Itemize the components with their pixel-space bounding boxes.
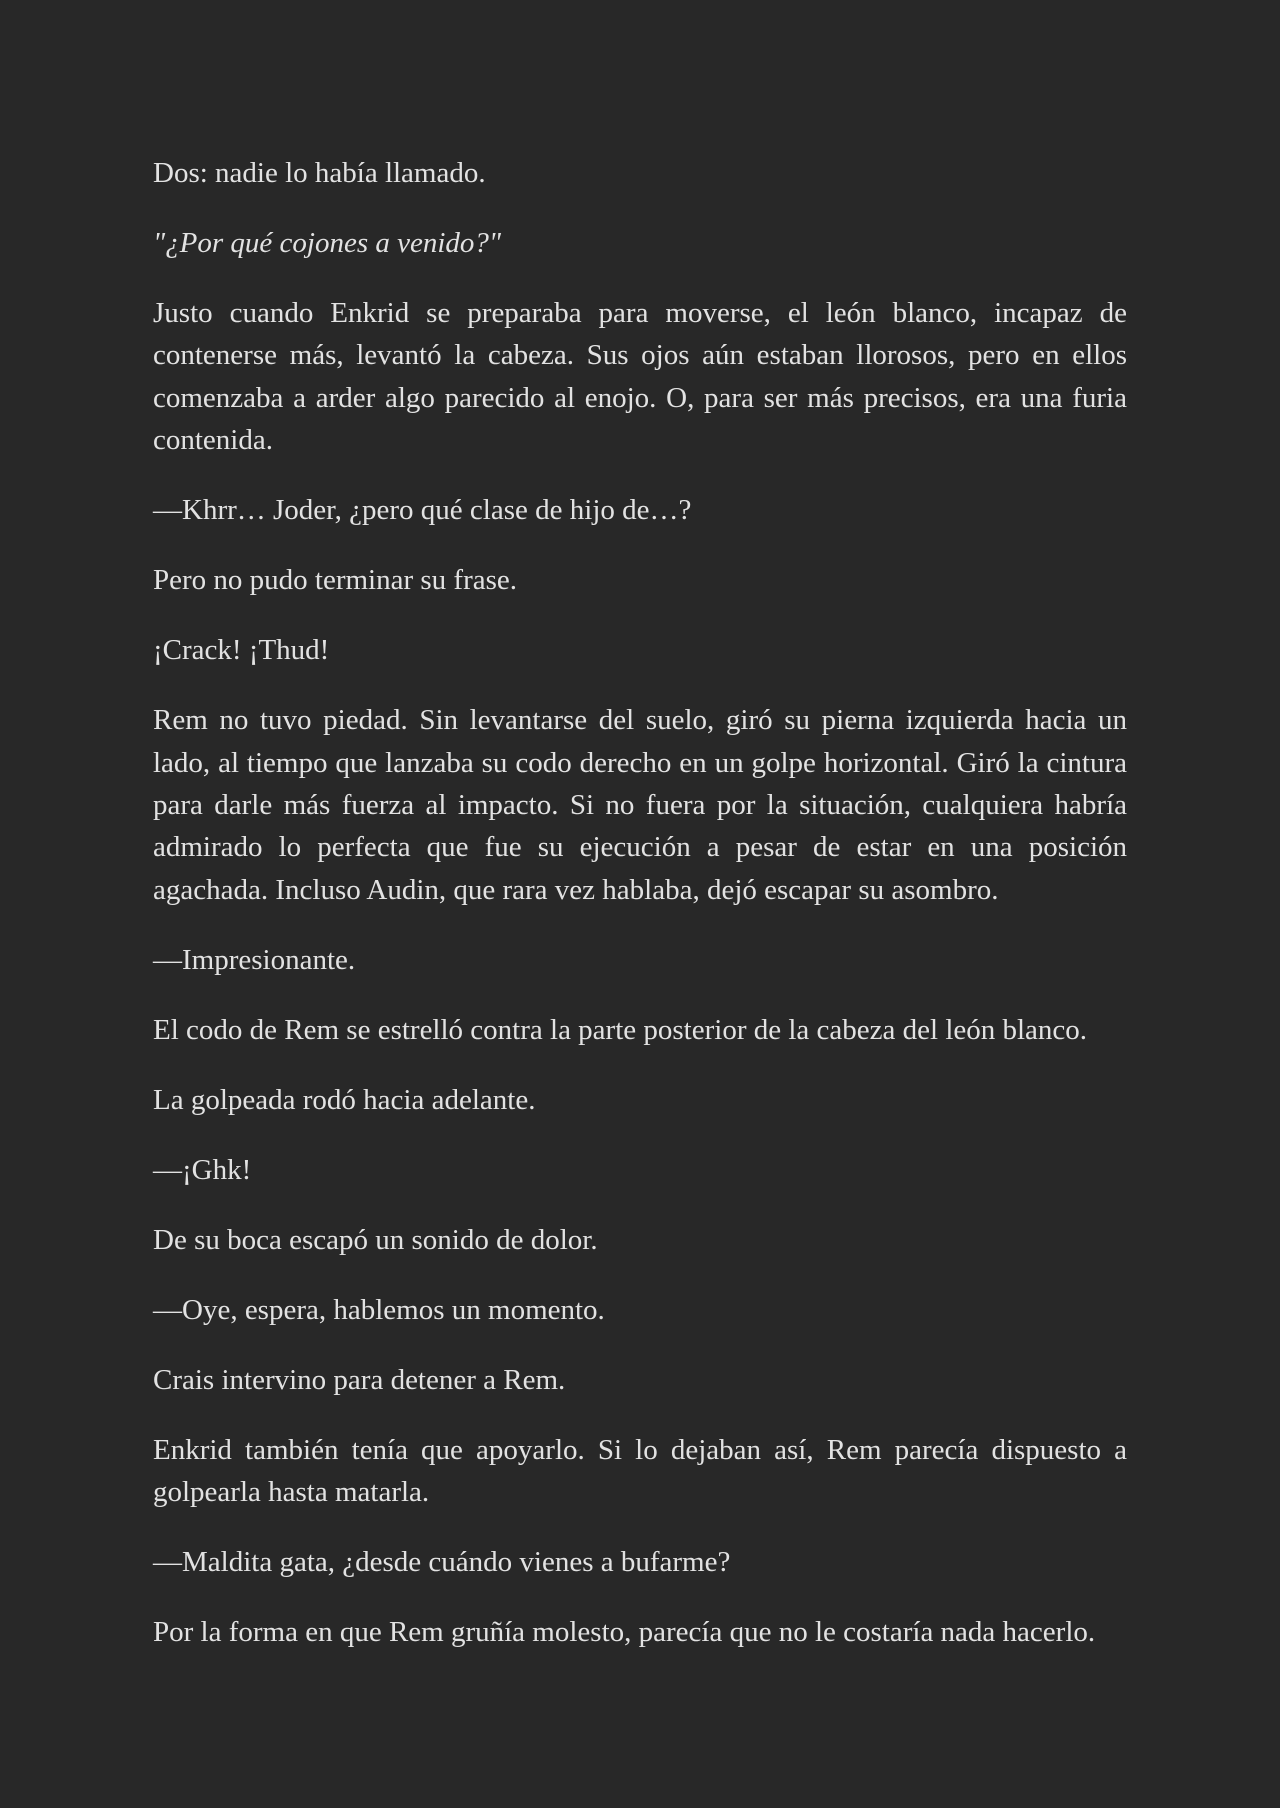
paragraph-dialogue: —Impresionante. (153, 943, 356, 976)
paragraph: Dos: nadie lo había llamado. (153, 157, 486, 189)
paragraph: Pero no pudo terminar su frase. (153, 564, 518, 597)
paragraph: El codo de Rem se estrelló contra la parte posterior de la cabeza del león blanco. (153, 1013, 1088, 1046)
paragraph-dialogue: —¡Ghk! (153, 1153, 252, 1186)
paragraph-dialogue: —Khrr… Joder, ¿pero qué clase de hijo de…? (153, 494, 692, 527)
paragraph: De su boca escapó un sonido de dolor. (153, 1223, 598, 1256)
paragraph: ¡Crack! ¡Thud! (153, 634, 330, 667)
paragraph: La golpeada rodó hacia adelante. (153, 1083, 536, 1116)
paragraph: Enkrid también tenía que apoyarlo. Si lo dejaban así, Rem parecía dispuesto a golpearla hasta matarla. (153, 1433, 1127, 1509)
paragraph-quote: "¿Por qué cojones a venido?" (153, 227, 502, 259)
paragraph: Por la forma en que Rem gruñía molesto, parecía que no le costaría nada hacerlo. (153, 1616, 1096, 1649)
paragraph: Rem no tuvo piedad. Sin levantarse del suelo, giró su pierna izquierda hacia un lado, al tiempo que lanzaba su codo derecho en un golpe horizontal. Giró la cintura para darle más fuerza al impacto. Si no fuera por la situación, cualquiera habría admirado lo perfecta que fue su ejecución a pesar de estar en una posición agachada. Incluso Audin, que rara vez hablaba, dejó escapar su asombro. (153, 704, 1127, 906)
paragraph: Crais intervino para detener a Rem. (153, 1363, 566, 1396)
paragraph: Justo cuando Enkrid se preparaba para moverse, el león blanco, incapaz de contenerse más, levantó la cabeza. Sus ojos aún estaban llorosos, pero en ellos comenzaba a arder algo parecido al enojo. O, para ser más precisos, era una furia contenida. (153, 297, 1127, 457)
paragraph-dialogue: —Oye, espera, hablemos un momento. (153, 1293, 605, 1326)
paragraph-dialogue: —Maldita gata, ¿desde cuándo vienes a bufarme? (153, 1546, 731, 1579)
